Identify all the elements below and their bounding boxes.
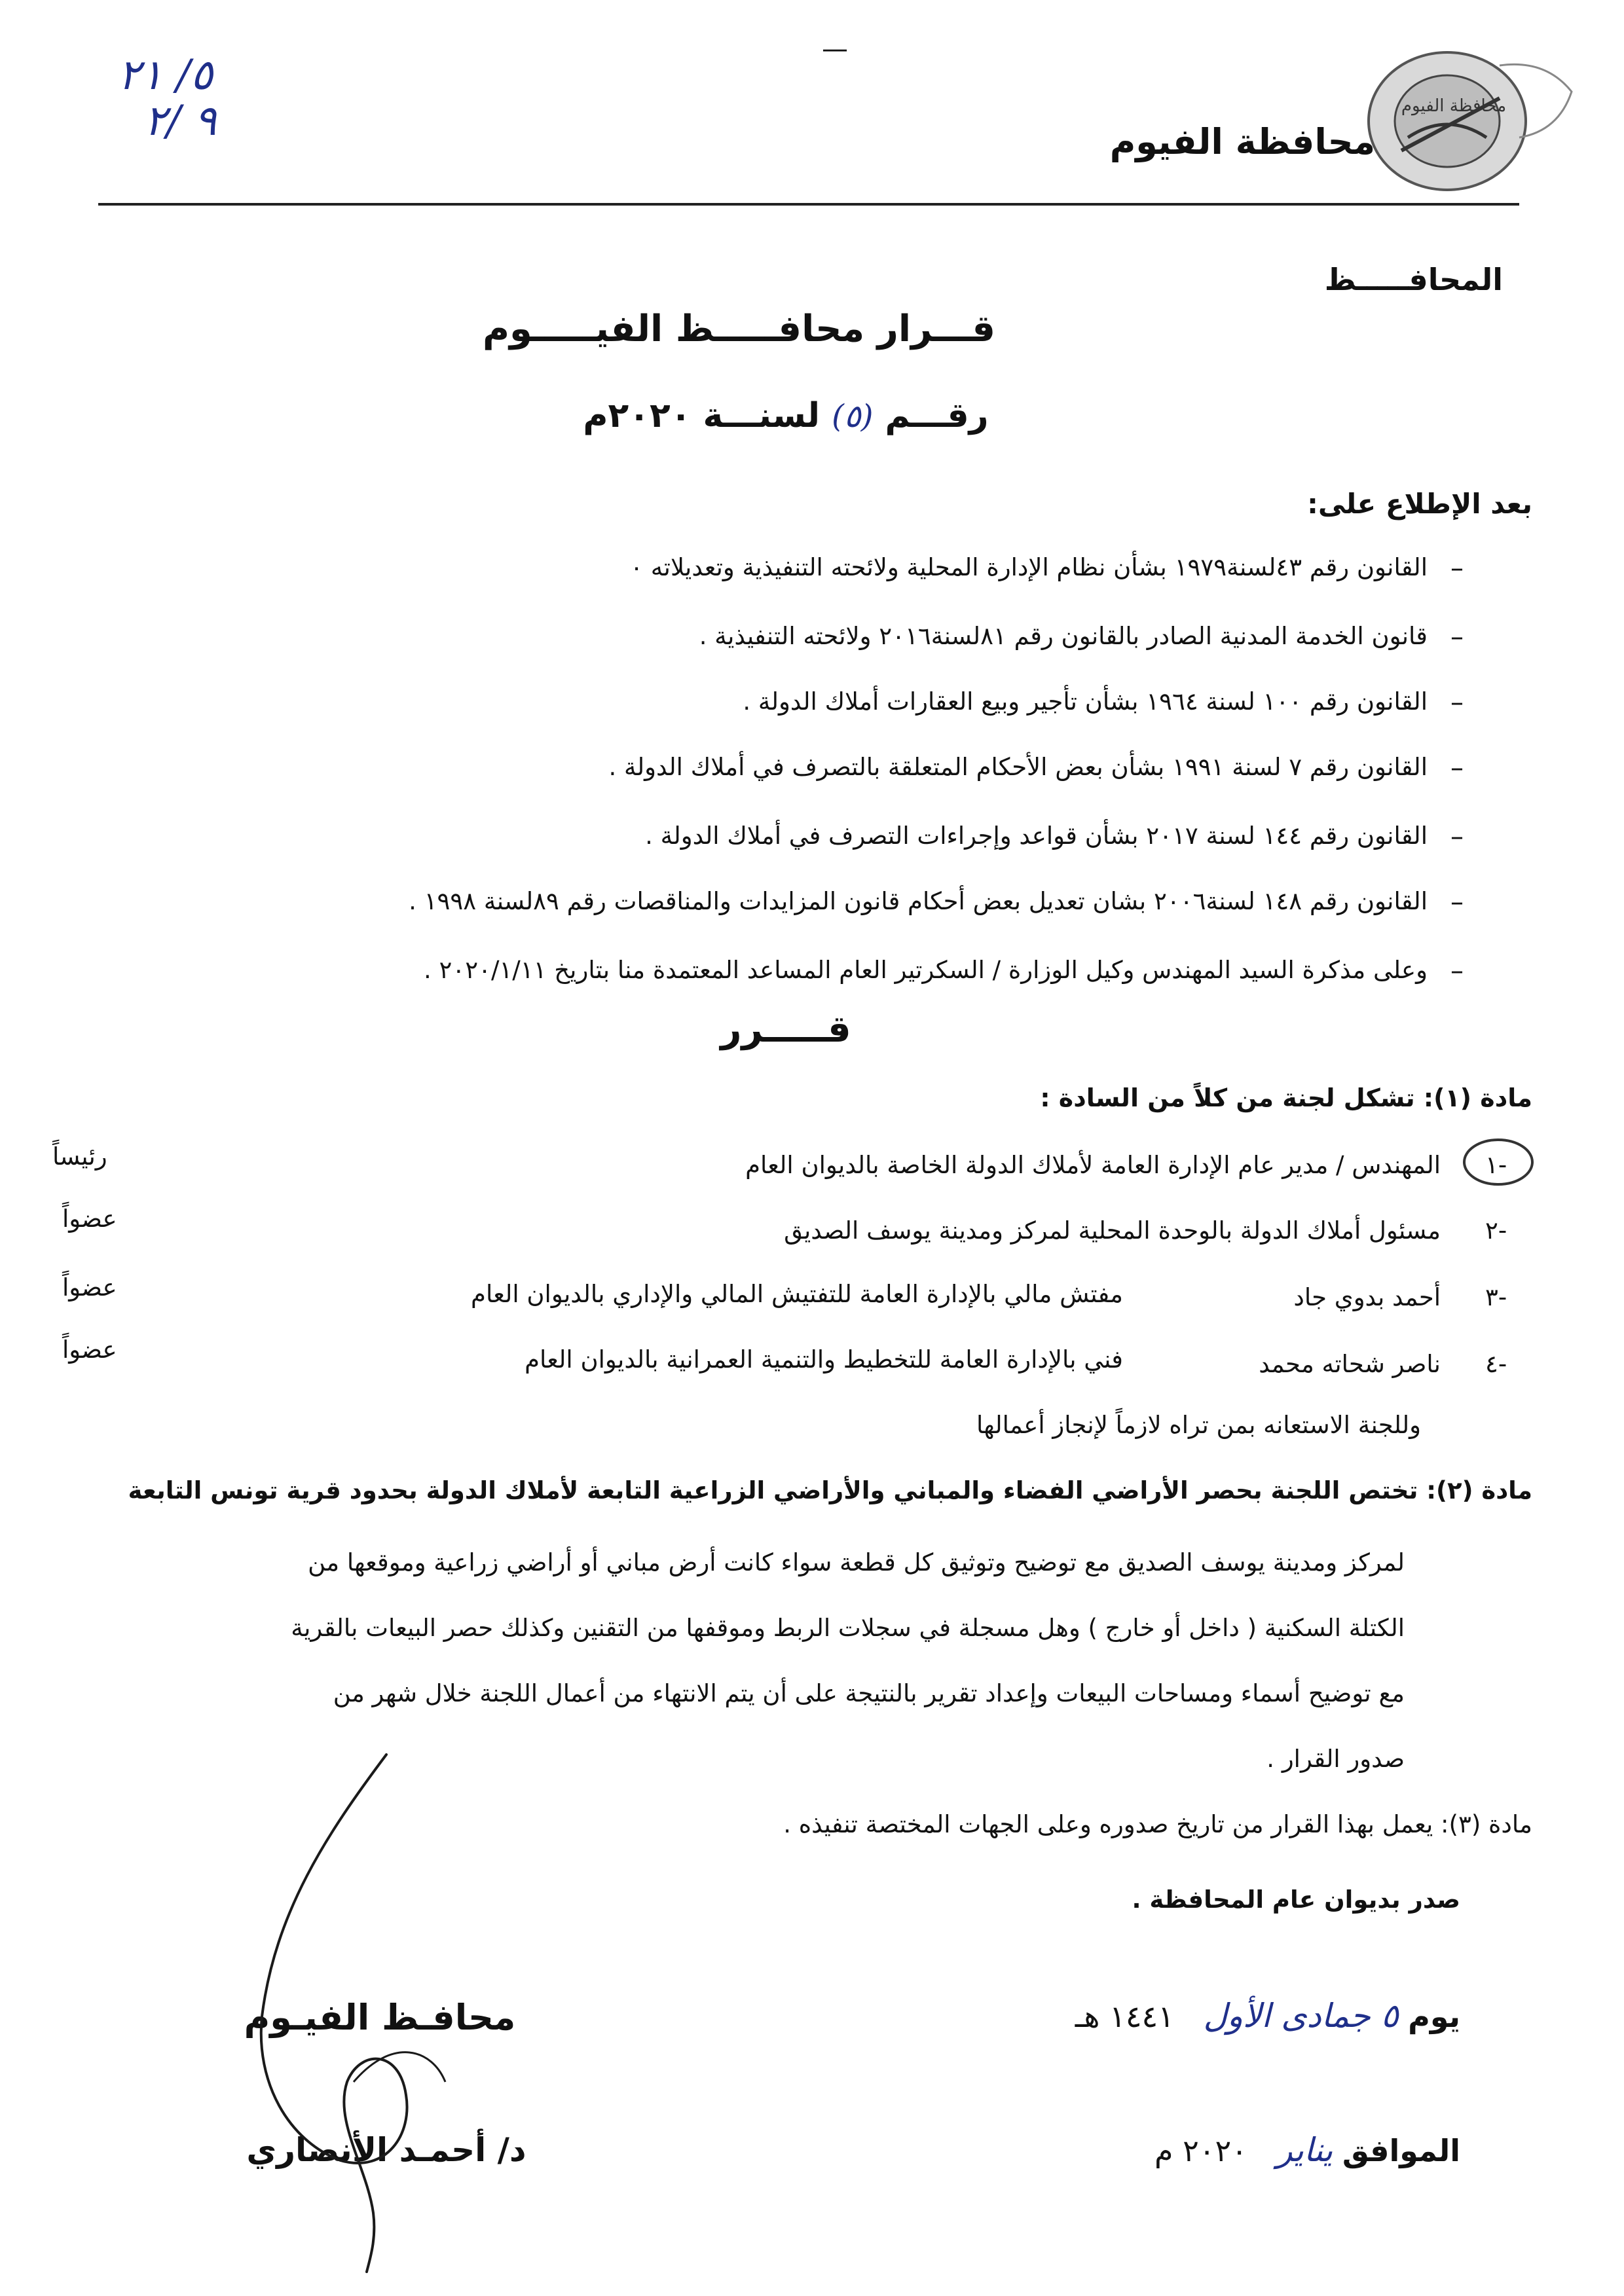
preamble-item: القانون رقم ١٤٨ لسنة٢٠٠٦ بشان تعديل بعض أحكام قانون المزايدات والمناقصات رقم ٨٩لسنة ١٩٩٨ . (409, 887, 1428, 915)
member-number: ١- (1485, 1151, 1507, 1179)
member-name: المهندس / مدير عام الإدارة العامة لأملاك الدولة الخاصة بالديوان العام (745, 1151, 1441, 1179)
member-role: عضواً (62, 1205, 117, 1233)
member-job: مفتش مالي بالإدارة العامة للتفتيش المالي والإداري بالديوان العام (471, 1280, 1123, 1308)
preamble-bullet: – (1450, 553, 1464, 583)
member-role: رئيساً (52, 1142, 107, 1171)
article-1-title: مادة (١): تشكل لجنة من كلاً من السادة : (1040, 1084, 1532, 1112)
preamble-bullet: – (1450, 753, 1464, 783)
seal-icon (1349, 39, 1585, 196)
member-number: ٢- (1485, 1216, 1507, 1245)
signatory-name: د/ أحمـد الأنصاري (246, 2131, 526, 2169)
signatory-title: محافـظ الفيـوم (244, 1997, 516, 2038)
member-role: عضواً (62, 1273, 117, 1302)
member-name: ناصر شحاته محمد (1259, 1350, 1441, 1378)
governorate-name: محافظة الفيوم (1109, 121, 1375, 162)
decided-heading: قـــــرر (720, 1008, 851, 1051)
member-number: ٣- (1485, 1283, 1507, 1311)
member-job: فني بالإدارة العامة للتخطيط والتنمية العمرانية بالديوان العام (525, 1345, 1123, 1374)
seal-text: محافظة الفيوم (1401, 96, 1507, 116)
article-2-line: لمركز ومدينة يوسف الصديق مع توضيح وتوثيق كل قطعة سواء كانت أرض مباني أو أراضي زراعية وموقعها من (308, 1548, 1405, 1576)
handwritten-note-line-1: ٥/ ٢١ (118, 51, 213, 100)
issued-at: صدر بديوان عام المحافظة . (1132, 1886, 1460, 1914)
preamble-bullet: – (1450, 887, 1464, 917)
preamble-bullet: – (1450, 622, 1464, 652)
header-rule (98, 203, 1519, 206)
preamble-item: القانون رقم ١٤٤ لسنة ٢٠١٧ بشأن قواعد وإجراءات التصرف في أملاك الدولة . (645, 822, 1428, 850)
date-gregorian-handwritten: يناير (1276, 2131, 1333, 2169)
date-hijri-prefix: يوم (1408, 1999, 1460, 2034)
decree-number-suffix: لسنـــة ٢٠٢٠م (583, 396, 821, 435)
preamble-item: وعلى مذكرة السيد المهندس وكيل الوزارة / السكرتير العام المساعد المعتمدة منا بتاريخ ٢٠٢٠/١/١١ . (423, 956, 1428, 984)
preamble-item: القانون رقم ١٠٠ لسنة ١٩٦٤ بشأن تأجير وبيع العقارات أملاك الدولة . (743, 687, 1428, 716)
decree-number-prefix: رقـــم (885, 396, 989, 435)
date-hijri (1075, 1997, 1460, 2035)
office-label: المحافـــــظ (1324, 262, 1503, 297)
member-number: ٤- (1485, 1350, 1507, 1378)
member-name: أحمد بدوي جاد (1293, 1283, 1441, 1311)
preamble-item: القانون رقم ٧ لسنة ١٩٩١ بشأن بعض الأحكام المتعلقة بالتصرف في أملاك الدولة . (608, 753, 1428, 781)
date-gregorian-year: ٢٠٢٠ م (1154, 2133, 1247, 2168)
top-mark: — (822, 34, 848, 64)
article-2-line (128, 1476, 1533, 1504)
date-gregorian-prefix: الموافق (1342, 2133, 1460, 2168)
article-2-line: مع توضيح أسماء ومساحات البيعات وإعداد تقرير بالنتيجة على أن يتم الانتهاء من أعمال اللجنة خلال شهر من (333, 1679, 1405, 1707)
preamble-item: قانون الخدمة المدنية الصادر بالقانون رقم ٨١لسنة٢٠١٦ ولائحته التنفيذية . (699, 622, 1428, 650)
date-hijri-handwritten: ٥ جمادى الأول (1203, 1997, 1399, 2035)
date-hijri-year: ١٤٤١ هـ (1075, 1999, 1174, 2034)
date-gregorian (1154, 2131, 1460, 2169)
article-2-line: صدور القرار . (1266, 1745, 1405, 1773)
handwritten-signature (236, 1741, 511, 2278)
handwritten-note-line-2: ٩ /٢ (144, 97, 217, 146)
preamble-heading: بعد الإطلاع على: (1307, 488, 1532, 520)
governorate-seal (1349, 39, 1585, 196)
decree-title: قـــرار محافـــــظ الفيـــــوم (483, 308, 995, 350)
decree-number (563, 396, 1008, 435)
preamble-bullet: – (1450, 822, 1464, 852)
member-name: مسئول أملاك الدولة بالوحدة المحلية لمركز ومدينة يوسف الصديق (784, 1216, 1441, 1245)
preamble-bullet: – (1450, 956, 1464, 986)
handwritten-note (98, 52, 282, 145)
preamble-bullet: – (1450, 687, 1464, 718)
member-role: عضواً (62, 1336, 117, 1364)
article-1-note: وللجنة الاستعانه بمن تراه لازماً لإنجاز أعمالها (976, 1411, 1421, 1439)
article-2-line: الكتلة السكنية ( داخل أو خارج ) وهل مسجلة في سجلات الربط وموقفها من التقنين وكذلك حصر البيعات بالقرية (291, 1614, 1405, 1642)
signature-icon (236, 1741, 511, 2278)
preamble-item: القانون رقم ٤٣لسنة١٩٧٩ بشأن نظام الإدارة المحلية ولائحته التنفيذية وتعديلاته ٠ (630, 553, 1428, 581)
article-2-text: مادة (٢): تختص اللجنة بحصر الأراضي الفضاء والمباني والأراضي الزراعية التابعة لأملاك الدولة بحدود قرية تونس التابعة (128, 1476, 1532, 1504)
decree-number-value: (٥) (832, 398, 874, 435)
article-3: مادة (٣): يعمل بهذا القرار من تاريخ صدوره وعلى الجهات المختصة تنفيذه . (783, 1810, 1532, 1838)
